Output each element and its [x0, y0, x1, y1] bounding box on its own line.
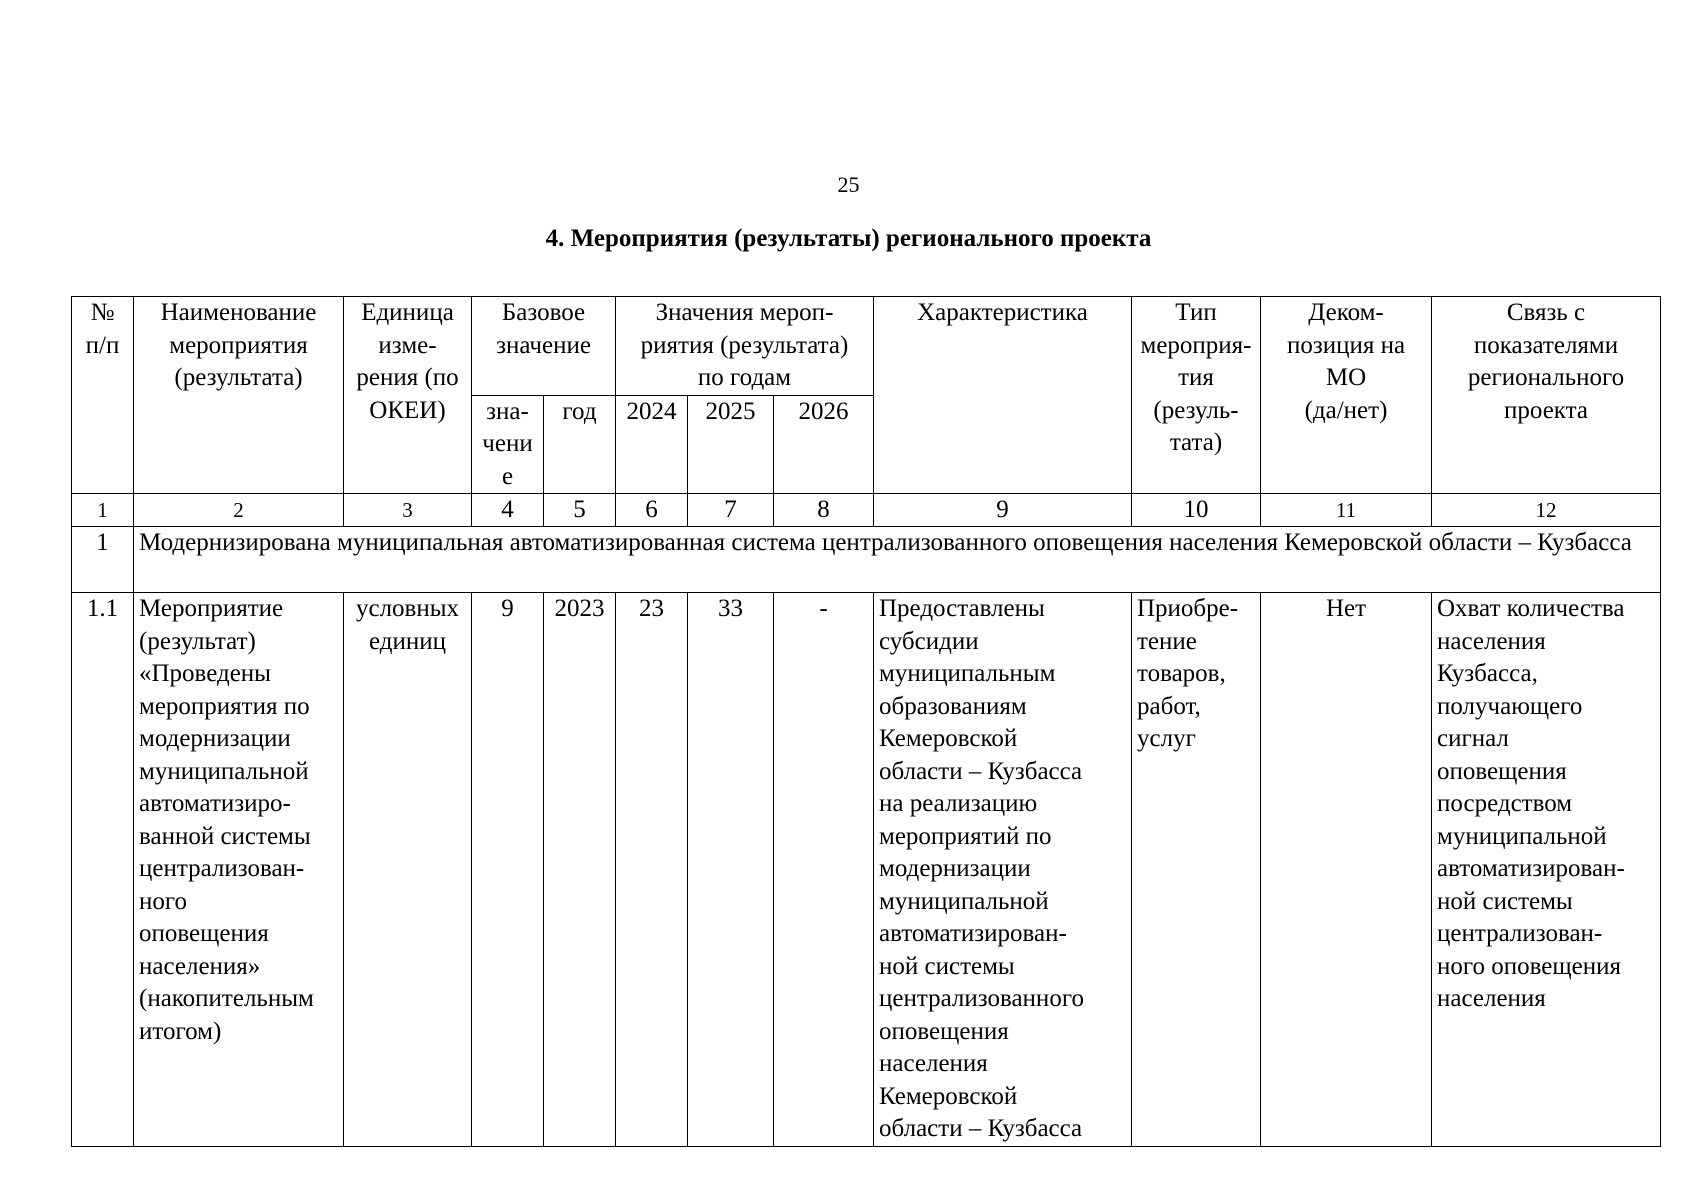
header-characteristic: Характеристика: [874, 297, 1132, 494]
row-decomposition: Нет: [1261, 593, 1432, 1147]
header-row: [72, 297, 1661, 396]
header-unit: Единица изме- рения (по ОКЕИ): [344, 297, 472, 494]
header-link: Связь с показателями регионального проекта: [1432, 297, 1661, 494]
column-number: 6: [616, 494, 688, 527]
section-text: Модернизирована муниципальная автоматизированная система централизованного оповещения населения Кемеровской области – Кузбасса: [134, 527, 1661, 593]
header-year-2024: 2024: [616, 395, 688, 494]
row-link: Охват количества населения Кузбасса, получающего сигнал оповещения посредством муниципальной автоматизирован- ной системы централизован- ного оповещения населения: [1432, 593, 1661, 1147]
row-type: Приобре- тение товаров, работ, услуг: [1132, 593, 1261, 1147]
column-number: 8: [774, 494, 874, 527]
row-characteristic: Предоставлены субсидии муниципальным образованиям Кемеровской области – Кузбасса на реализацию мероприятий по модернизации муниципальной автоматизирован- ной системы централизованного оповещения населения Кемеровской области – Кузбасса: [874, 593, 1132, 1147]
row-value-2026: -: [774, 593, 874, 1147]
column-number: 7: [688, 494, 774, 527]
row-base-value: 9: [472, 593, 544, 1147]
row-name: Мероприятие (результат) «Проведены мероприятия по модернизации муниципальной автоматизиро- ванной системы централизован- ного оповещения населения» (накопительным итогом): [134, 593, 344, 1147]
section-title: 4. Мероприятия (результаты) регионального проекта: [545, 225, 1152, 252]
column-number: 4: [472, 494, 544, 527]
column-number: 2: [134, 494, 344, 527]
section-row: [72, 527, 1661, 593]
column-number: 9: [874, 494, 1132, 527]
column-number: 5: [544, 494, 616, 527]
column-number: 10: [1132, 494, 1261, 527]
events-table: [71, 296, 1661, 1147]
row-base-year: 2023: [544, 593, 616, 1147]
column-number: 12: [1432, 494, 1661, 527]
header-base-value: зна- чение: [472, 395, 544, 494]
header-decomposition: Деком- позиция на МО (да/нет): [1261, 297, 1432, 494]
header-num: № п/п: [72, 297, 134, 494]
header-base-year: год: [544, 395, 616, 494]
page-number: 25: [837, 172, 860, 197]
row-value-2025: 33: [688, 593, 774, 1147]
header-year-2026: 2026: [774, 395, 874, 494]
column-number: 3: [344, 494, 472, 527]
column-number-row: [72, 494, 1661, 527]
column-number: 11: [1261, 494, 1432, 527]
header-name: Наименование мероприятия (результата): [134, 297, 344, 494]
column-number: 1: [72, 494, 134, 527]
header-type: Тип мероприя- тия (резуль- тата): [1132, 297, 1261, 494]
header-year-2025: 2025: [688, 395, 774, 494]
table-row: [72, 593, 1661, 1147]
header-values-by-year: Значения мероп- риятия (результата) по годам: [616, 297, 874, 396]
row-value-2024: 23: [616, 593, 688, 1147]
header-base: Базовое значение: [472, 297, 616, 396]
row-num: 1.1: [72, 593, 134, 1147]
row-unit: условных единиц: [344, 593, 472, 1147]
section-num: 1: [72, 527, 134, 593]
